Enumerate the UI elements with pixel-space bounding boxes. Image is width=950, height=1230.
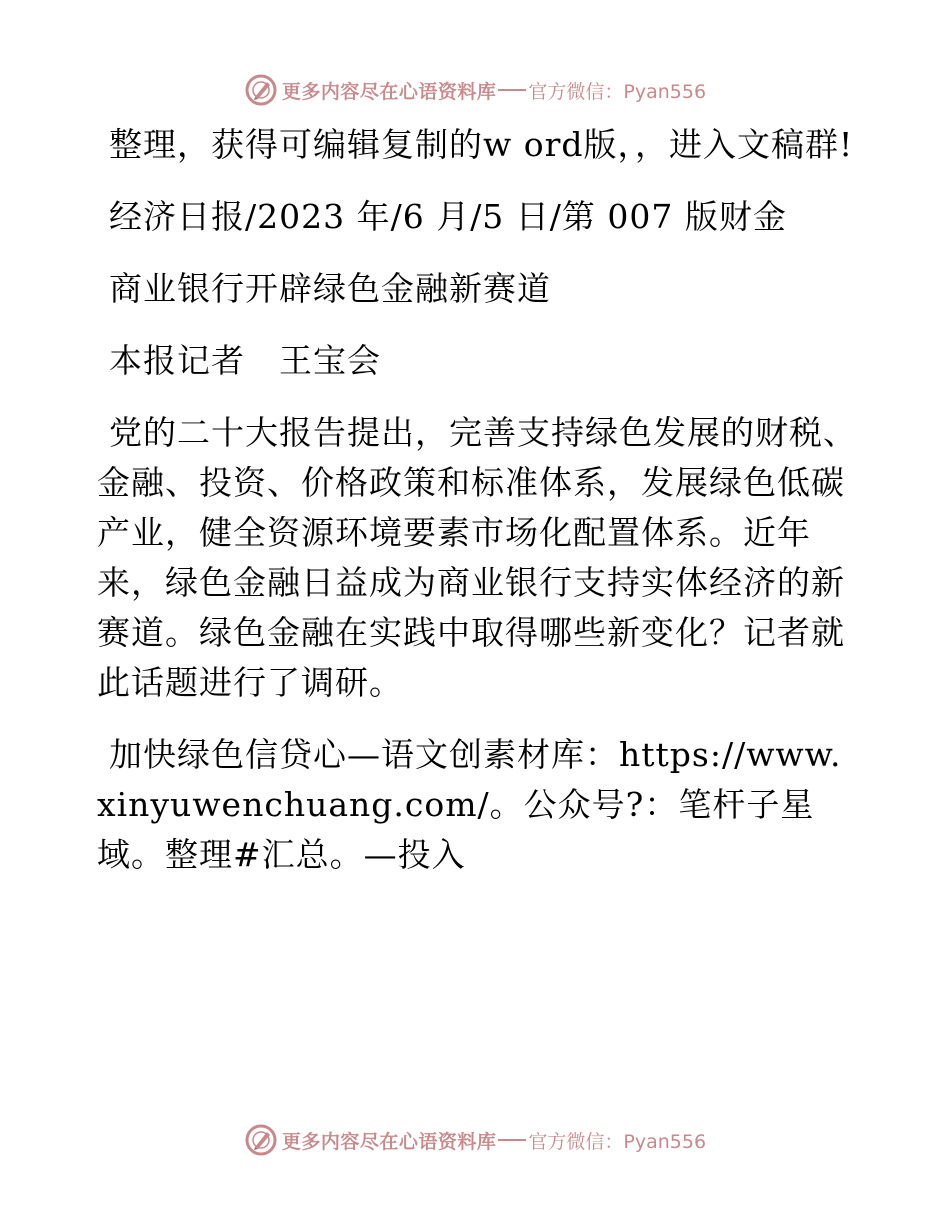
intro-note-paragraph: 整理，获得可编辑复制的w ord版，，进入文稿群! <box>109 125 854 164</box>
article-byline: 本报记者 王宝会 <box>109 341 381 380</box>
header-banner-main-text: 更多内容尽在心语资料库 <box>281 80 497 103</box>
header-watermark-banner <box>0 70 950 110</box>
article-title: 商业银行开辟绿色金融新赛道 <box>109 269 551 308</box>
footer-banner-dash <box>498 1139 526 1141</box>
article-body <box>97 120 857 902</box>
pen-nib-logo-icon <box>244 1123 278 1157</box>
pen-nib-logo-icon <box>244 73 278 107</box>
header-banner-dash <box>498 89 526 91</box>
footer-banner-sub-text: 官方微信：Pyan556 <box>528 1130 707 1153</box>
article-section-paragraph: 加快绿色信贷心—语文创素材库：https://www.xinyuwenchuang.com/。公众号?：笔杆子星域。整理#汇总。—投入 <box>97 735 842 874</box>
source-line: 经济日报/2023 年/6 月/5 日/第 007 版财金 <box>109 197 787 236</box>
footer-watermark-banner <box>0 1120 950 1160</box>
article-lead-paragraph: 党的二十大报告提出，完善支持绿色发展的财税、金融、投资、价格政策和标准体系，发展绿色低碳产业，健全资源环境要素市场化配置体系。近年来，绿色金融日益成为商业银行支持实体经济的新赛道。绿色金融在实践中取得哪些新变化？记者就此话题进行了调研。 <box>97 413 857 702</box>
footer-banner-main-text: 更多内容尽在心语资料库 <box>281 1130 497 1153</box>
header-banner-sub-text: 官方微信：Pyan556 <box>528 80 707 103</box>
